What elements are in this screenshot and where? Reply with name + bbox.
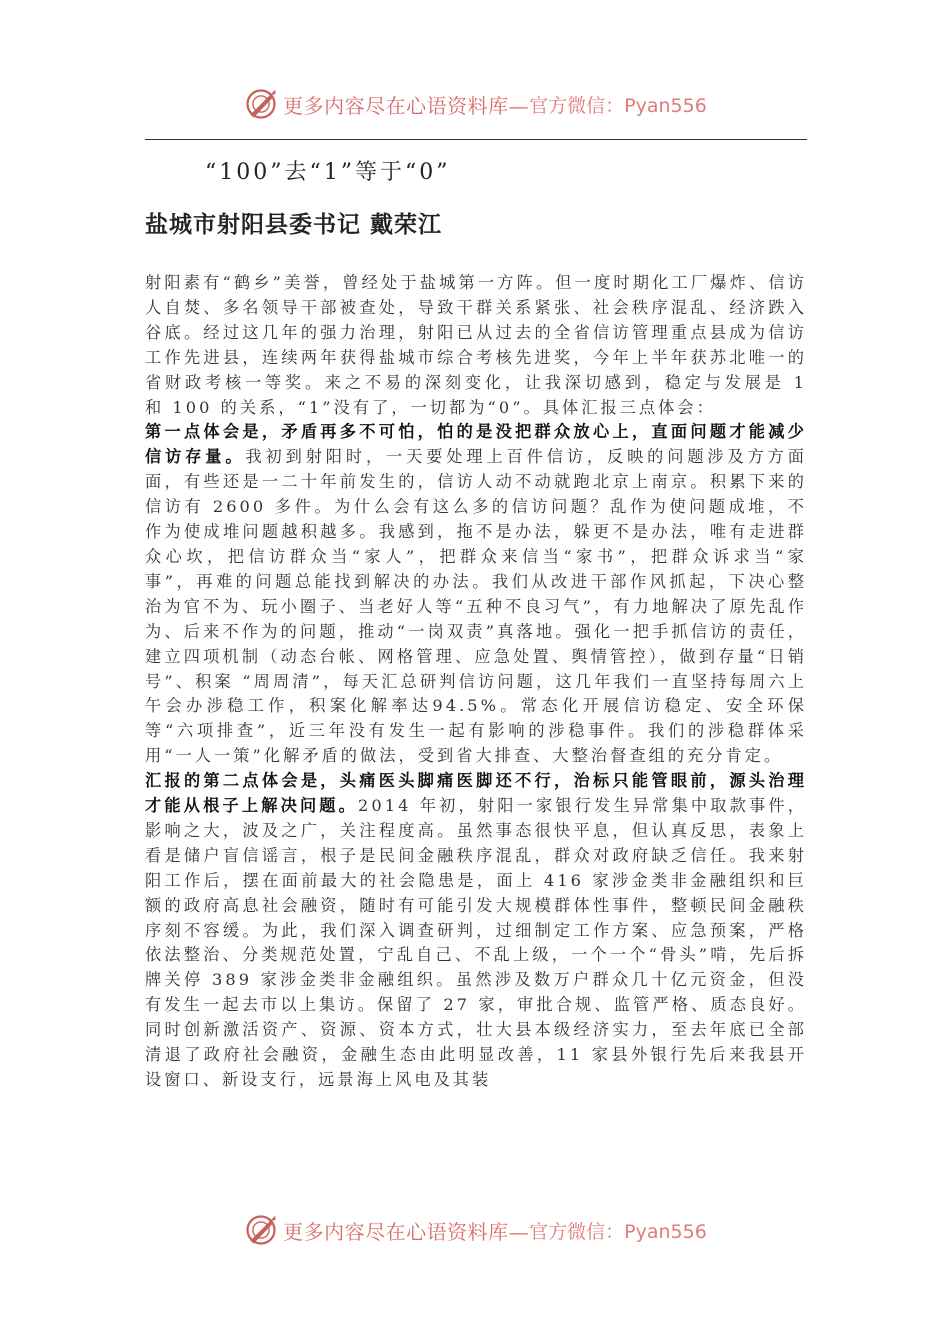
banner-wechat-text: 官方微信：Pyan556: [529, 94, 707, 117]
paragraph-heading: 第一点体会是，矛盾再多不可怕，怕的是没把群众放心上，直面问题才能减少信访存量。: [145, 422, 807, 467]
document-author: 盐城市射阳县委书记 戴荣江: [145, 211, 443, 238]
header-banner: [0, 84, 950, 124]
paragraph-heading: 汇报的第二点体会是，头痛医头脚痛医脚还不行，治标只能管眼前，源头治理才能从根子上解决问题。: [145, 771, 807, 816]
paragraph-text: 2014 年初，射阳一家银行发生异常集中取款事件，影响之大，波及之广，关注程度高。虽然事态很快平息，但认真反思，表象上看是储户盲信谣言，根子是民间金融秩序混乱，群众对政府缺乏信任。我来射阳工作后，摆在面前最大的社会隐患是，面上 416 家涉金类非金融组织和巨额的政府高息社会融资，随时有可能引发大规模群体性事件，整顿民间金融秩序刻不容缓。为此，我们深入调查研判，过细制定工作方案、应急预案，严格依法整治、分类规范处置，宁乱自己、不乱上级，一个一个“骨头”啃，先后拆牌关停 389 家涉金类非金融组织。虽然涉及数万户群众几十亿元资金，但没有发生一起去市以上集访。保留了 27 家，审批合规、监管严格、质态良好。同时创新激活资产、资源、资本方式，壮大县本级经济实力，至去年底已全部清退了政府社会融资，金融生态由此明显改善，11 家县外银行先后来我县开设窗口、新设支行，远景海上风电及其装: [145, 796, 807, 1089]
paragraph: [145, 420, 807, 769]
paragraph: [145, 271, 807, 420]
logo-icon: [243, 1212, 279, 1248]
paragraph: [145, 769, 807, 1093]
banner-wechat-text: 官方微信：Pyan556: [529, 1220, 707, 1243]
header-divider: [145, 139, 807, 140]
footer-banner: [0, 1210, 950, 1250]
document-title: “100”去“1”等于“0”: [205, 160, 451, 185]
document-body: [145, 271, 807, 1093]
banner-main-text: 更多内容尽在心语资料库—: [283, 93, 530, 118]
paragraph-text: 射阳素有“鹤乡”美誉，曾经处于盐城第一方阵。但一度时期化工厂爆炸、信访人自焚、多名领导干部被查处，导致干群关系紧张、社会秩序混乱、经济跌入谷底。经过这几年的强力治理，射阳已从过去的全省信访管理重点县成为信访工作先进县，连续两年获得盐城市综合考核先进奖，今年上半年获苏北唯一的省财政考核一等奖。来之不易的深刻变化，让我深切感到，稳定与发展是 1 和 100 的关系，“1”没有了，一切都为“0”。具体汇报三点体会：: [145, 273, 807, 417]
paragraph-text: 我初到射阳时，一天要处理上百件信访，反映的问题涉及方方面面，有些还是一二十年前发生的，信访人动不动就跑北京上南京。积累下来的信访有 2600 多件。为什么会有这么多的信访问题？乱作为使问题成堆，不作为使成堆问题越积越多。我感到，拖不是办法，躲更不是办法，唯有走进群众心坎，把信访群众当“家人”，把群众来信当“家书”，把群众诉求当“家事”，再难的问题总能找到解决的办法。我们从改进干部作风抓起，下决心整治为官不为、玩小圈子、当老好人等“五种不良习气”，有力地解决了原先乱作为、后来不作为的问题，推动“一岗双责”真落地。强化一把手抓信访的责任，建立四项机制（动态台帐、网格管理、应急处置、舆情管控），做到存量“日销号”、积案 “周周清”，每天汇总研判信访问题，这几年我们一直坚持每周六上午会办涉稳工作，积案化解率达94.5%。常态化开展信访稳定、安全环保等“六项排查”，近三年没有发生一起有影响的涉稳事件。我们的涉稳群体采用“一人一策”化解矛盾的做法，受到省大排查、大整治督查组的充分肯定。: [145, 447, 807, 766]
banner-main-text: 更多内容尽在心语资料库—: [283, 1219, 530, 1244]
logo-icon: [243, 86, 279, 122]
